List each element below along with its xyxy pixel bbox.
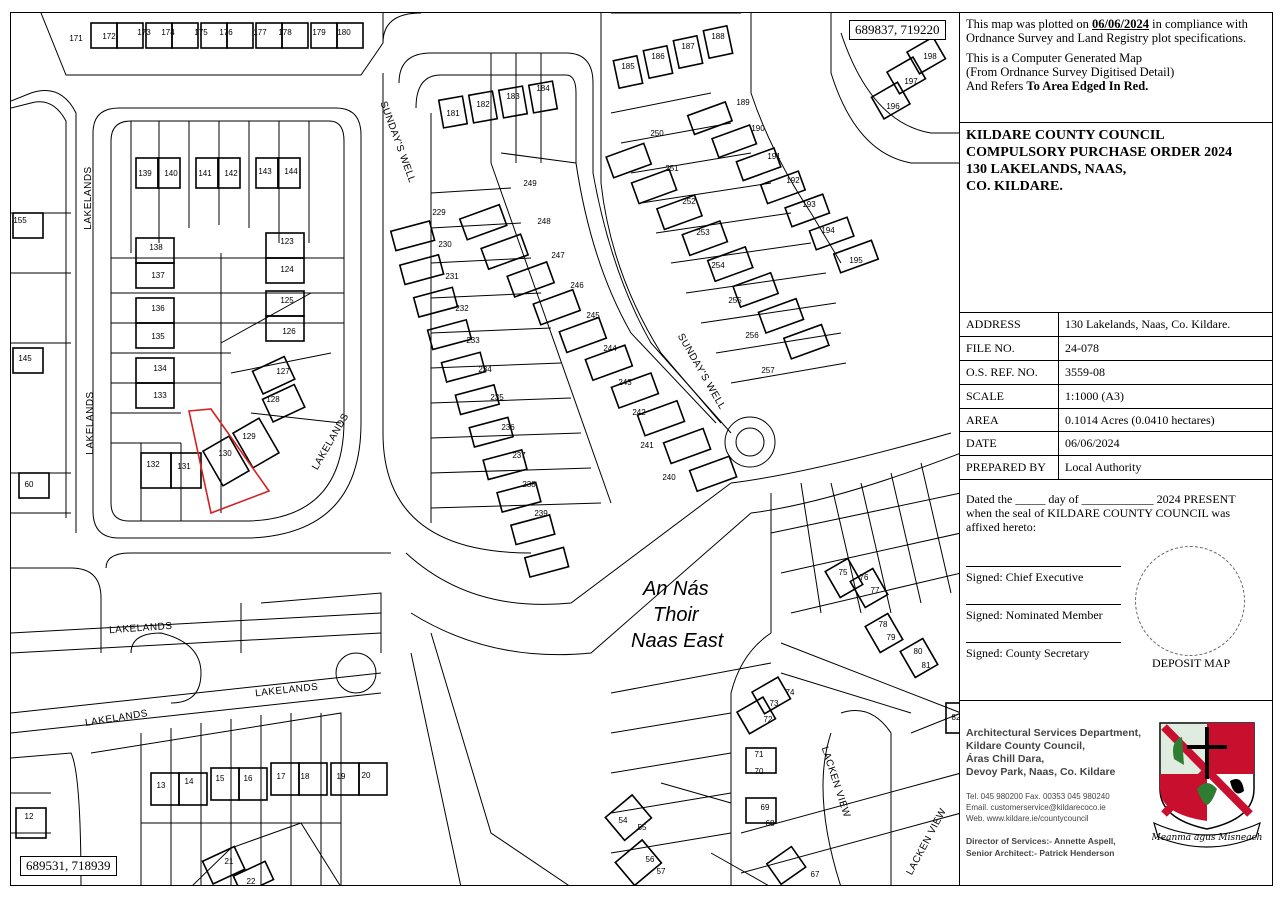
coordinate-bottom-left: 689531, 718939 bbox=[20, 856, 117, 876]
house-number: 143 bbox=[258, 167, 272, 176]
house-number: 188 bbox=[711, 32, 725, 41]
house-number: 235 bbox=[490, 393, 504, 402]
plot-note-text: This map was plotted on bbox=[966, 17, 1093, 31]
house-number: 237 bbox=[512, 451, 526, 460]
road-label: LACKEN VIEW bbox=[818, 745, 853, 820]
house-number: 18 bbox=[300, 772, 310, 781]
house-number: 125 bbox=[280, 296, 294, 305]
plot-date: 06/06/2024 bbox=[1092, 17, 1149, 31]
title-line: COMPULSORY PURCHASE ORDER 2024 bbox=[966, 145, 1233, 160]
house-number: 230 bbox=[438, 240, 452, 249]
house-number: 186 bbox=[651, 52, 665, 61]
house-number: 81 bbox=[921, 661, 931, 670]
house-number: 144 bbox=[284, 167, 298, 176]
house-number: 183 bbox=[506, 92, 520, 101]
house-number: 129 bbox=[242, 432, 256, 441]
info-table bbox=[960, 313, 1272, 484]
house-number: 196 bbox=[886, 102, 900, 111]
info-value: 3559-08 bbox=[1059, 360, 1273, 384]
house-number: 197 bbox=[904, 77, 918, 86]
table-row bbox=[960, 313, 1272, 336]
house-number: 136 bbox=[151, 304, 165, 313]
house-number: 239 bbox=[534, 509, 548, 518]
computer-note: This is a Computer Generated Map bbox=[966, 51, 1142, 65]
info-label: SCALE bbox=[960, 384, 1059, 408]
house-number: 132 bbox=[146, 460, 160, 469]
title-line: KILDARE COUNTY COUNCIL bbox=[966, 128, 1165, 143]
crest-icon bbox=[1152, 719, 1262, 849]
house-number: 234 bbox=[478, 365, 492, 374]
house-number: 232 bbox=[455, 304, 469, 313]
footer-address: Devoy Park, Naas, Co. Kildare bbox=[966, 766, 1116, 778]
house-number: 80 bbox=[913, 647, 923, 656]
house-number: 172 bbox=[102, 32, 116, 41]
house-number: 176 bbox=[219, 28, 233, 37]
house-number: 249 bbox=[523, 179, 537, 188]
house-number: 240 bbox=[662, 473, 676, 482]
house-number: 155 bbox=[13, 216, 27, 225]
house-number: 73 bbox=[769, 699, 779, 708]
house-number: 142 bbox=[224, 169, 238, 178]
house-number: 21 bbox=[224, 857, 234, 866]
house-number: 82 bbox=[951, 713, 961, 722]
house-number: 244 bbox=[603, 344, 617, 353]
house-number: 180 bbox=[337, 28, 351, 37]
table-row bbox=[960, 336, 1272, 360]
title-panel bbox=[960, 12, 1273, 886]
house-number: 175 bbox=[194, 28, 208, 37]
house-number: 140 bbox=[164, 169, 178, 178]
order-title bbox=[960, 123, 1272, 313]
house-number: 193 bbox=[802, 200, 816, 209]
house-number: 248 bbox=[537, 217, 551, 226]
road-label: LAKELANDS bbox=[84, 708, 149, 729]
house-number: 71 bbox=[754, 750, 764, 759]
house-number: 179 bbox=[312, 28, 326, 37]
house-number: 131 bbox=[177, 462, 191, 471]
house-number: 76 bbox=[859, 573, 869, 582]
computer-note: (From Ordnance Survey Digitised Detail) bbox=[966, 65, 1175, 79]
house-number: 184 bbox=[536, 84, 550, 93]
seal-text: Dated the _____ day of ____________ 2024 PRESENT when the seal of KILDARE COUNTY COUNCIL was affixed hereto: bbox=[966, 492, 1236, 534]
footer-architect: Senior Architect:- Patrick Henderson bbox=[966, 848, 1115, 858]
road-label: SUNDAY'S WELL bbox=[377, 99, 418, 185]
house-number: 241 bbox=[640, 441, 654, 450]
deposit-map-label: DEPOSIT MAP bbox=[1152, 656, 1231, 670]
info-label: FILE NO. bbox=[960, 336, 1059, 360]
house-number: 255 bbox=[728, 296, 742, 305]
table-row bbox=[960, 456, 1272, 480]
house-number: 67 bbox=[810, 870, 820, 879]
info-label: DATE bbox=[960, 432, 1059, 456]
house-number: 173 bbox=[137, 28, 151, 37]
road-label: LAKELANDS bbox=[83, 166, 94, 230]
house-number: 253 bbox=[696, 228, 710, 237]
house-number: 246 bbox=[570, 281, 584, 290]
house-number: 141 bbox=[198, 169, 212, 178]
house-number: 174 bbox=[161, 28, 175, 37]
info-value: 24-078 bbox=[1059, 336, 1273, 360]
table-row bbox=[960, 408, 1272, 432]
house-number: 257 bbox=[761, 366, 775, 375]
footer-email: Email. customerservice@kildarecoco.ie bbox=[966, 803, 1106, 812]
house-number: 181 bbox=[446, 109, 460, 118]
crest-motto: Meanma agus Misneach bbox=[1152, 833, 1262, 843]
house-number: 74 bbox=[785, 688, 795, 697]
info-value: Local Authority bbox=[1059, 456, 1273, 480]
signature-county-secretary: Signed: County Secretary bbox=[966, 646, 1090, 660]
house-number: 233 bbox=[466, 336, 480, 345]
footer-tel: Tel. 045 980200 Fax. 00353 045 980240 bbox=[966, 792, 1110, 801]
road-label: LAKELANDS bbox=[85, 391, 96, 455]
table-row bbox=[960, 432, 1272, 456]
house-number: 247 bbox=[551, 251, 565, 260]
house-number: 238 bbox=[522, 480, 536, 489]
info-value: 1:1000 (A3) bbox=[1059, 384, 1273, 408]
house-number: 13 bbox=[156, 781, 166, 790]
footer bbox=[960, 701, 1272, 887]
table-row bbox=[960, 360, 1272, 384]
house-number: 72 bbox=[763, 715, 773, 724]
footer-aras: Áras Chill Dara, bbox=[966, 753, 1045, 765]
house-number: 185 bbox=[621, 62, 635, 71]
house-number: 171 bbox=[69, 34, 83, 43]
signature-nominated-member: Signed: Nominated Member bbox=[966, 608, 1103, 622]
computer-note: And Refers bbox=[966, 79, 1027, 93]
place-name-an-nas: An Nás bbox=[643, 578, 709, 600]
plot-note-text: in compliance with Ordnance Survey and Land Registry plot specifications. bbox=[966, 17, 1248, 45]
house-number: 178 bbox=[278, 28, 292, 37]
info-label: ADDRESS bbox=[960, 313, 1059, 336]
house-number: 250 bbox=[650, 129, 664, 138]
road-label: LAKELANDS bbox=[108, 620, 173, 637]
house-number: 236 bbox=[501, 423, 515, 432]
road-label: LACKEN VIEW bbox=[904, 806, 949, 878]
house-number: 187 bbox=[681, 42, 695, 51]
house-number: 229 bbox=[432, 208, 446, 217]
house-number: 137 bbox=[151, 271, 165, 280]
house-number: 189 bbox=[736, 98, 750, 107]
house-number: 17 bbox=[276, 772, 286, 781]
footer-council: Kildare County Council, bbox=[966, 740, 1086, 752]
house-number: 194 bbox=[821, 226, 835, 235]
info-label: PREPARED BY bbox=[960, 456, 1059, 480]
footer-director: Director of Services:- Annette Aspell, bbox=[966, 836, 1116, 846]
seal-section bbox=[960, 484, 1272, 701]
road-label: SUNDAY'S WELL bbox=[674, 331, 728, 412]
house-number: 77 bbox=[870, 586, 880, 595]
house-number: 128 bbox=[266, 395, 280, 404]
house-number: 15 bbox=[215, 774, 225, 783]
house-number: 243 bbox=[618, 378, 632, 387]
info-value: 0.1014 Acres (0.0410 hectares) bbox=[1059, 408, 1273, 432]
house-number: 123 bbox=[280, 237, 294, 246]
house-number: 68 bbox=[765, 819, 775, 828]
house-number: 79 bbox=[886, 633, 896, 642]
house-number: 69 bbox=[760, 803, 770, 812]
footer-web: Web. www.kildare.ie/countycouncil bbox=[966, 814, 1089, 823]
house-number: 12 bbox=[24, 812, 34, 821]
footer-dept: Architectural Services Department, bbox=[966, 727, 1142, 739]
seal-circle bbox=[1135, 546, 1245, 656]
house-number: 126 bbox=[282, 327, 296, 336]
house-number: 75 bbox=[838, 568, 848, 577]
signature-chief-executive: Signed: Chief Executive bbox=[966, 570, 1084, 584]
house-number: 60 bbox=[24, 480, 34, 489]
house-number: 252 bbox=[682, 197, 696, 206]
info-label: AREA bbox=[960, 408, 1059, 432]
house-number: 245 bbox=[586, 311, 600, 320]
computer-note-emphasis: To Area Edged In Red. bbox=[1026, 79, 1149, 93]
house-number: 242 bbox=[632, 408, 646, 417]
house-number: 130 bbox=[218, 449, 232, 458]
house-number: 127 bbox=[276, 367, 290, 376]
house-number: 251 bbox=[665, 164, 679, 173]
place-name-thoir: Thoir bbox=[653, 604, 699, 626]
house-number: 139 bbox=[138, 169, 152, 178]
plot-note bbox=[960, 13, 1272, 123]
house-number: 195 bbox=[849, 256, 863, 265]
house-number: 16 bbox=[243, 774, 253, 783]
house-number: 135 bbox=[151, 332, 165, 341]
house-number: 182 bbox=[476, 100, 490, 109]
place-name-naas-east: Naas East bbox=[631, 630, 724, 652]
house-number: 14 bbox=[184, 777, 194, 786]
map-drawing bbox=[11, 13, 960, 886]
house-number: 190 bbox=[751, 124, 765, 133]
house-number: 177 bbox=[253, 28, 267, 37]
house-number: 254 bbox=[711, 261, 725, 270]
house-number: 138 bbox=[149, 243, 163, 252]
house-number: 20 bbox=[361, 771, 371, 780]
house-number: 19 bbox=[336, 772, 346, 781]
ordnance-map bbox=[10, 12, 960, 886]
house-number: 133 bbox=[153, 391, 167, 400]
info-value: 06/06/2024 bbox=[1059, 432, 1273, 456]
title-line: CO. KILDARE. bbox=[966, 179, 1063, 194]
house-number: 192 bbox=[786, 176, 800, 185]
house-number: 124 bbox=[280, 265, 294, 274]
house-number: 145 bbox=[18, 354, 32, 363]
house-number: 231 bbox=[445, 272, 459, 281]
house-number: 55 bbox=[637, 823, 647, 832]
table-row bbox=[960, 384, 1272, 408]
title-line: 130 LAKELANDS, NAAS, bbox=[966, 162, 1127, 177]
house-number: 70 bbox=[754, 767, 764, 776]
house-number: 56 bbox=[645, 855, 655, 864]
info-value: 130 Lakelands, Naas, Co. Kildare. bbox=[1059, 313, 1273, 336]
house-number: 54 bbox=[618, 816, 628, 825]
house-number: 191 bbox=[767, 152, 781, 161]
house-number: 198 bbox=[923, 52, 937, 61]
info-label: O.S. REF. NO. bbox=[960, 360, 1059, 384]
road-label: LAKELANDS bbox=[310, 411, 352, 472]
coordinate-top-right: 689837, 719220 bbox=[849, 20, 946, 40]
house-number: 256 bbox=[745, 331, 759, 340]
road-label: LAKELANDS bbox=[254, 681, 319, 700]
house-number: 134 bbox=[153, 364, 167, 373]
house-number: 78 bbox=[878, 620, 888, 629]
house-number: 57 bbox=[656, 867, 666, 876]
house-number: 22 bbox=[246, 877, 256, 886]
